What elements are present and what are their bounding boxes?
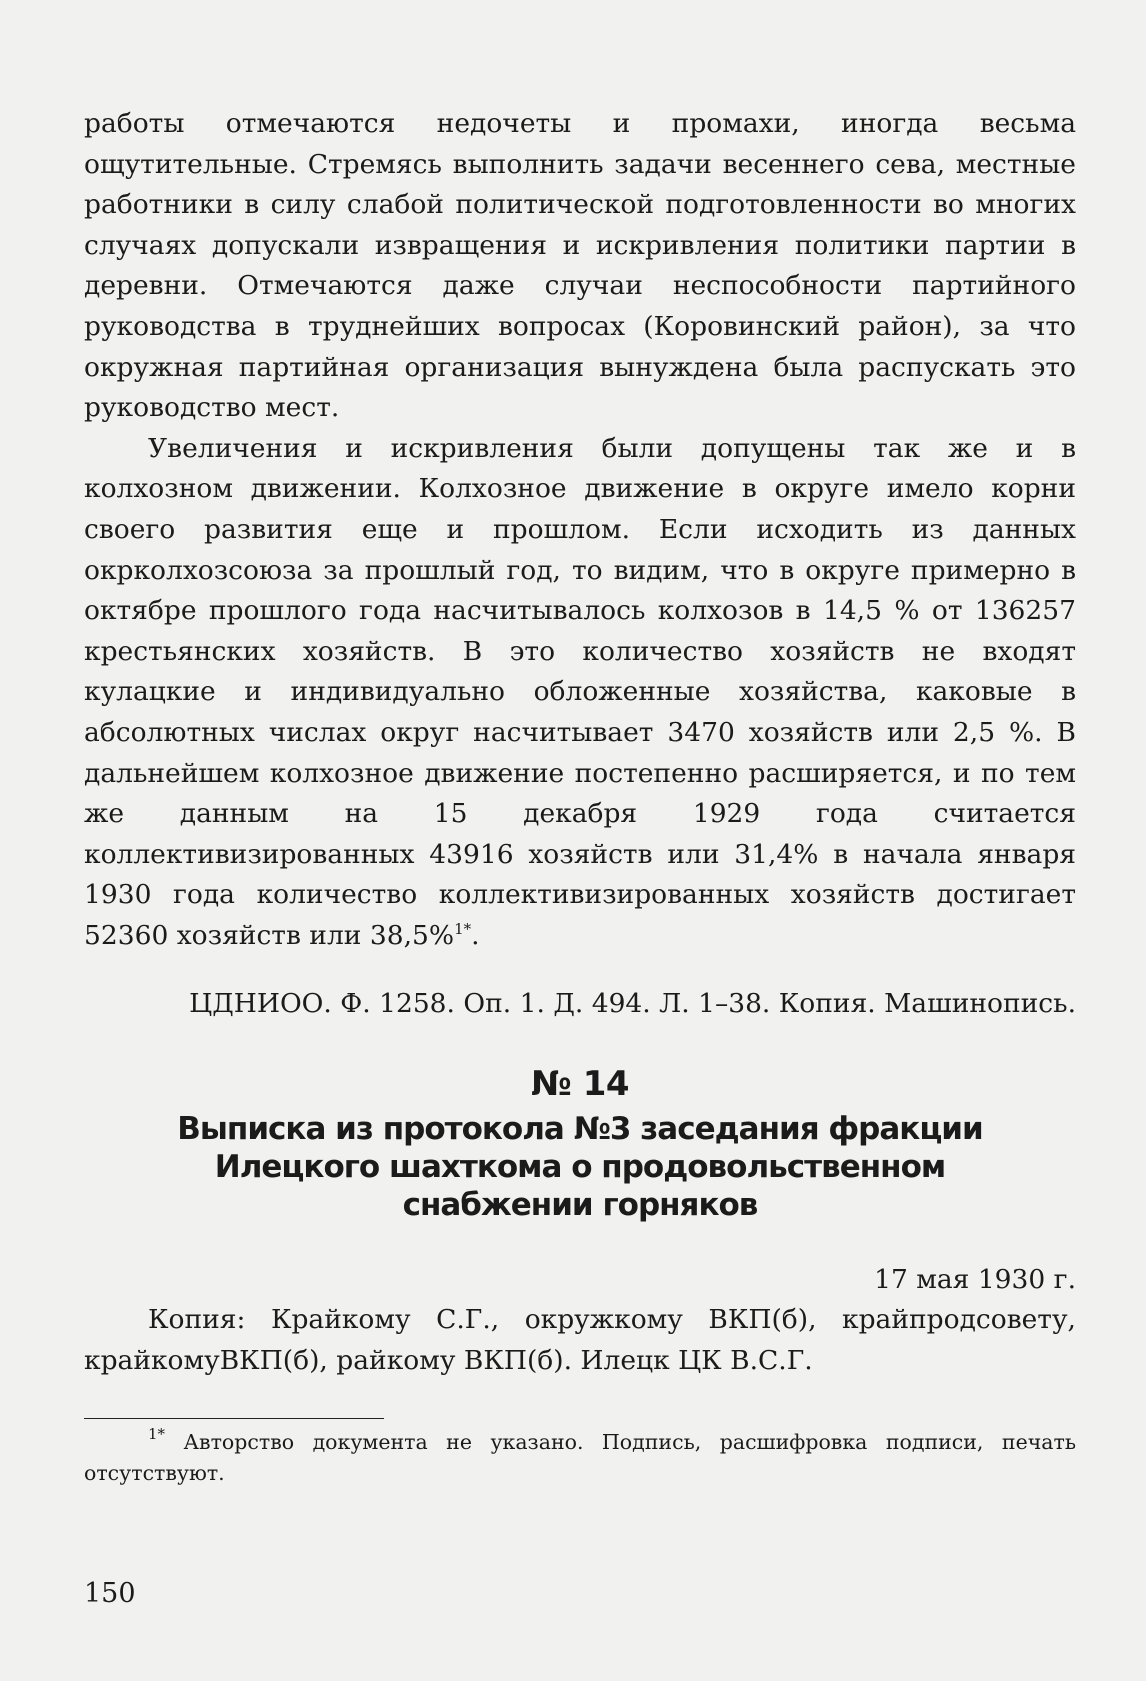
footnote-mark: 1* [148,1424,166,1443]
document-title-line-1: Выписка из протокола №3 заседания фракции [177,1111,983,1148]
document-title-line-3: снабжении горняков [402,1187,758,1224]
document-date: 17 мая 1930 г. [874,1264,1076,1296]
document-title [84,1110,1076,1224]
body-paragraph-2 [84,429,1076,957]
document-number: № 14 [530,1064,630,1105]
archive-reference: ЦДНИОО. Ф. 1258. Оп. 1. Д. 494. Л. 1–38. Копия. Машинопись. [189,988,1076,1020]
page-number: 150 [84,1578,136,1609]
document-title-line-2: Илецкого шахткома о продовольственном [214,1149,946,1186]
footnote-divider [84,1418,384,1419]
footnote-text: Авторство документа не указано. Подпись, расшифровка подписи, печать отсутствуют. [84,1429,1076,1485]
body-paragraph-1: работы отмечаются недочеты и промахи, иногда весьма ощутительные. Стремясь выполнить задачи весеннего сева, местные работники в силу слабой политической подготовленности во многих случаях допускали извращения и искривления политики партии в деревни. Отмечаются даже случаи неспособности партийного руководства в труднейших вопросах (Коровинский район), за что окружная партийная организация вынуждена была распускать это руководство мест. [84,108,1076,424]
body-paragraph-2-end: . [471,919,480,951]
footnote [84,1424,1076,1489]
page-content [84,104,1076,1489]
copy-recipients: Копия: Крайкому С.Г., окружкому ВКП(б), крайпродсовету, крайкомуВКП(б), райкому ВКП(б). Илецк ЦК В.С.Г. [84,1304,1076,1377]
body-paragraph-2-text: Увеличения и искривления были допущены так же и в колхозном движении. Колхозное движение в округе имело корни своего развития еще и прошлом. Если исходить из данных окрколхозсоюза за прошлый год, то видим, что в округе примерно в октябре прошлого года насчитывалось колхозов в 14,5 % от 136257 крестьянских хозяйств. В это количество хозяйств не входят кулацкие и индивидуально обложенные хозяйства, каковые в абсолютных числах округ насчитывает 3470 хозяйств или 2,5 %. В дальнейшем колхозное движение постепенно расширяется, и по тем же данным на 15 декабря 1929 года считается коллективизированных 43916 хозяйств или 31,4% в начала января 1930 года количество коллективизированных хозяйств достигает 52360 хозяйств или 38,5% [84,432,1076,951]
footnote-reference-mark[interactable]: 1* [454,919,472,938]
